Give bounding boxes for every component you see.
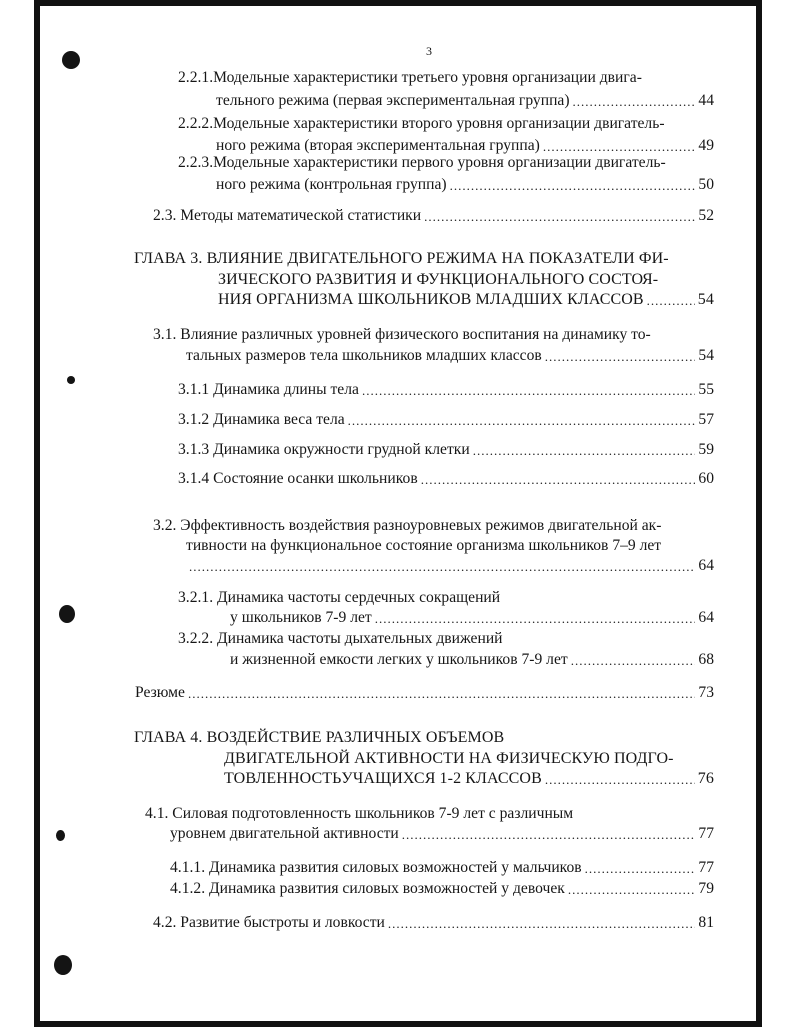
toc-line — [186, 535, 714, 556]
toc-leader — [473, 442, 696, 460]
toc-page-number: 60 — [698, 470, 714, 487]
toc-line — [178, 113, 714, 134]
toc-line — [216, 90, 714, 111]
toc-text: 2.2.2.Модельные характеристики второго уровня организации двигатель- — [178, 115, 665, 132]
toc-text: тивности на функциональное состояние организма школьников 7–9 лет — [186, 537, 662, 554]
toc-page-number: 54 — [698, 347, 714, 364]
toc-line — [135, 682, 714, 703]
punch-hole — [59, 605, 75, 623]
toc-line — [145, 803, 714, 824]
toc-text: 3.1.2 Динамика веса тела — [178, 411, 345, 428]
toc-text: 3.1. Влияние различных уровней физического воспитания на динамику то- — [153, 326, 651, 343]
toc-leader — [362, 382, 695, 400]
toc-text: 3.1.3 Динамика окружности грудной клетки — [178, 441, 470, 458]
chapter-heading — [134, 727, 714, 748]
toc-leader — [585, 860, 696, 878]
toc-line — [178, 409, 714, 430]
toc-text: Резюме — [135, 684, 185, 701]
toc-page-number: 64 — [698, 557, 714, 574]
toc-leader — [348, 412, 696, 430]
toc-text: ДВИГАТЕЛЬНОЙ АКТИВНОСТИ НА ФИЗИЧЕСКУЮ ПОДГО- — [224, 750, 674, 767]
toc-line — [178, 587, 714, 608]
toc-text: 3.2.2. Динамика частоты дыхательных движений — [178, 630, 503, 647]
toc-leader — [375, 610, 696, 628]
toc-page-number: 50 — [698, 176, 714, 193]
toc-text: 3.2. Эффективность воздействия разноуровневых режимов двигательной ак- — [153, 517, 662, 534]
chapter-heading — [134, 248, 714, 269]
toc-line — [178, 152, 714, 173]
toc-text: 4.2. Развитие быстроты и ловкости — [153, 914, 385, 931]
toc-leader — [421, 471, 696, 489]
toc-text: ного режима (контрольная группа) — [216, 176, 447, 193]
punch-hole — [56, 830, 65, 841]
toc-page-number: 55 — [698, 381, 714, 398]
toc-text: 4.1. Силовая подготовленность школьников 7-9 лет с различным — [145, 805, 574, 822]
toc-line — [230, 649, 714, 670]
toc-text: ТОВЛЕННОСТЬУЧАЩИХСЯ 1-2 КЛАССОВ — [224, 770, 542, 787]
toc-page-number: 49 — [698, 137, 714, 154]
toc-page-number: 54 — [697, 291, 714, 308]
toc-line — [153, 205, 714, 226]
toc-line — [230, 607, 714, 628]
toc-leader — [568, 881, 696, 899]
toc-page-number: 44 — [698, 92, 714, 109]
toc-page-number: 68 — [698, 651, 714, 668]
punch-hole — [62, 51, 80, 69]
toc-line — [178, 628, 714, 649]
scan-border-bottom — [34, 1021, 762, 1027]
toc-line — [178, 439, 714, 460]
toc-line — [153, 912, 714, 933]
toc-line — [216, 174, 714, 195]
toc-page-number: 81 — [698, 914, 714, 931]
toc-leader — [424, 208, 695, 226]
toc-text: 3.1.4 Состояние осанки школьников — [178, 470, 418, 487]
chapter-heading — [224, 768, 714, 789]
scan-border-right — [756, 0, 762, 1027]
toc-text: 3.1.1 Динамика длины тела — [178, 381, 359, 398]
toc-line — [178, 379, 714, 400]
toc-text: 4.1.1. Динамика развития силовых возможностей у мальчиков — [170, 859, 582, 876]
toc-text: 3.2.1. Динамика частоты сердечных сокращений — [178, 589, 501, 606]
toc-line — [153, 515, 714, 536]
toc-page-number: 64 — [698, 609, 714, 626]
toc-line — [178, 468, 714, 489]
toc-leader — [402, 826, 696, 844]
toc-text: ного режима (вторая экспериментальная группа) — [216, 137, 540, 154]
page-number: 3 — [426, 44, 432, 58]
scan-border-left — [34, 0, 40, 1027]
toc-leader — [545, 771, 695, 789]
toc-leader — [571, 652, 696, 670]
toc-text: 2.2.3.Модельные характеристики первого уровня организации двигатель- — [178, 154, 666, 171]
toc-text: 2.2.1.Модельные характеристики третьего уровня организации двига- — [178, 69, 642, 86]
chapter-heading — [218, 269, 714, 290]
toc-leader — [573, 93, 696, 111]
toc-text: ГЛАВА 4. ВОЗДЕЙСТВИЕ РАЗЛИЧНЫХ ОБЪЕМОВ — [134, 729, 505, 746]
toc-page-number: 57 — [698, 411, 714, 428]
toc-text: 4.1.2. Динамика развития силовых возможностей у девочек — [170, 880, 565, 897]
chapter-heading — [224, 748, 714, 769]
toc-text: тельного режима (первая экспериментальная группа) — [216, 92, 570, 109]
toc-line — [186, 555, 714, 576]
toc-text: и жизненной емкости легких у школьников 7-9 лет — [230, 651, 568, 668]
toc-text: ЗИЧЕСКОГО РАЗВИТИЯ И ФУНКЦИОНАЛЬНОГО СОСТОЯ- — [218, 271, 659, 288]
chapter-heading — [218, 289, 714, 310]
scan-border-top — [34, 0, 762, 6]
toc-leader — [388, 915, 696, 933]
toc-text: тальных размеров тела школьников младших классов — [186, 347, 542, 364]
toc-leader — [450, 177, 696, 195]
toc-page-number: 77 — [698, 825, 714, 842]
toc-text: ГЛАВА 3. ВЛИЯНИЕ ДВИГАТЕЛЬНОГО РЕЖИМА НА ПОКАЗАТЕЛИ ФИ- — [134, 250, 669, 267]
toc-leader — [545, 348, 696, 366]
toc-leader — [189, 558, 695, 576]
toc-text: у школьников 7-9 лет — [230, 609, 372, 626]
toc-line — [153, 324, 714, 345]
punch-hole — [54, 955, 72, 975]
punch-hole — [67, 376, 75, 384]
toc-page-number: 76 — [697, 770, 714, 787]
toc-text: НИЯ ОРГАНИЗМА ШКОЛЬНИКОВ МЛАДШИХ КЛАССОВ — [218, 291, 644, 308]
toc-leader — [188, 685, 695, 703]
toc-line — [186, 345, 714, 366]
toc-line — [170, 823, 714, 844]
toc-page-number: 73 — [698, 684, 714, 701]
toc-page-number: 59 — [698, 441, 714, 458]
toc-line — [170, 857, 714, 878]
toc-leader — [647, 292, 695, 310]
toc-line — [178, 67, 714, 88]
toc-page-number: 79 — [698, 880, 714, 897]
toc-page-number: 52 — [698, 207, 714, 224]
toc-line — [170, 878, 714, 899]
toc-page-number: 77 — [698, 859, 714, 876]
toc-text: 2.3. Методы математической статистики — [153, 207, 422, 224]
toc-text: уровнем двигательной активности — [170, 825, 399, 842]
